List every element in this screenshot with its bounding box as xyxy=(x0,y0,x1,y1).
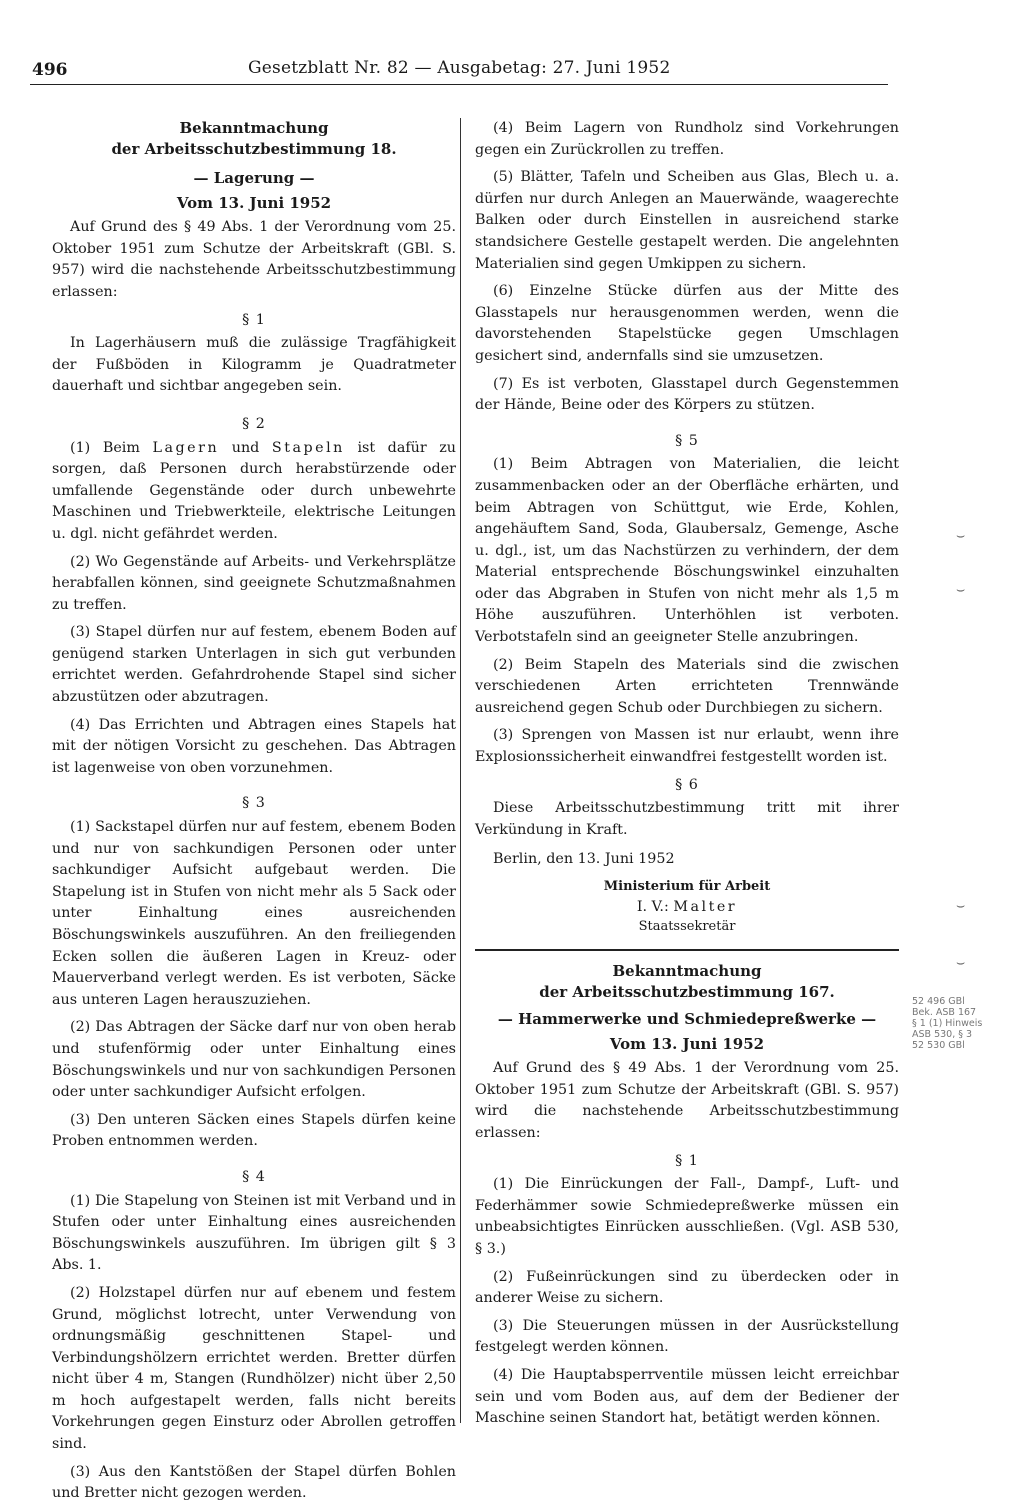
margin-note-line: Bek. ASB 167 xyxy=(912,1007,977,1018)
doc18-s4-p3: (3) Aus den Kantstößen der Stapel dürfen Bohlen und Bretter nicht gezogen werden. xyxy=(52,1463,456,1502)
doc18-title-line2: der Arbeitsschutzbestimmung 18. xyxy=(111,140,397,158)
doc18-s2-p1-c: ist dafür zu sorgen, daß Personen durch herabstürzende oder umfallende Gegenstände oder durch unbewehrte Maschinen und Triebwerkteile, elektrische Leitungen u. dgl. nicht gefährdet werden. xyxy=(52,439,456,542)
doc18-s5-p3: (3) Sprengen von Massen ist nur erlaubt, wenn ihre Explosionssicherheit einwandfrei festgestellt worden ist. xyxy=(475,727,899,766)
doc18-signatory-prefix: I. V.: xyxy=(636,899,674,915)
doc18-title-line1: Bekanntmachung xyxy=(179,119,329,137)
doc18-s2-p1-b: und xyxy=(219,439,272,456)
doc167-s1-p1: (1) Die Einrückungen der Fall-, Dampf-, Luft- und Federhämmer sowie Schmiedepreßwerke müssen ein unbeabsichtigtes Einrücken ausschließen. (Vgl. ASB 530, § 3.) xyxy=(475,1176,899,1257)
doc18-s6-heading: § 6 xyxy=(675,776,699,793)
left-column xyxy=(52,118,456,1511)
doc18-s4-p4: (4) Beim Lagern von Rundholz sind Vorkehrungen gegen ein Zurückrollen zu treffen. xyxy=(475,120,899,158)
doc18-s2-p2: (2) Wo Gegenstände auf Arbeits- und Verkehrsplätze herabfallen können, sind geeignete Schutzmaßnahmen zu treffen. xyxy=(52,553,456,613)
margin-pencil-mark: ⌣ xyxy=(956,582,966,598)
doc167-preamble: Auf Grund des § 49 Abs. 1 der Verordnung vom 25. Oktober 1951 zum Schutze der Arbeitskraft (GBl. S. 957) wird die nachstehende Arbeitsschutzbestimmung erlassen: xyxy=(475,1060,899,1141)
doc18-s3-p3: (3) Den unteren Säcken eines Stapels dürfen keine Proben entnommen werden. xyxy=(52,1111,456,1150)
doc18-s1-heading: § 1 xyxy=(242,311,266,328)
doc167-subtitle: — Hammerwerke und Schmiedepreßwerke — xyxy=(497,1010,877,1028)
doc167-date: Vom 13. Juni 1952 xyxy=(609,1034,765,1053)
doc18-s4-p5: (5) Blätter, Tafeln und Scheiben aus Glas, Blech u. a. dürfen nur durch Anlegen an Mauerwände, waagerechte Balken oder durch Einstellen in ausreichend starke standsichere Gestelle gestapelt werden. Die angelehnten Materialien sind gegen Umkippen zu sichern. xyxy=(475,169,899,272)
margin-pencil-mark: ⌣ xyxy=(956,528,966,544)
doc18-date: Vom 13. Juni 1952 xyxy=(176,193,332,212)
margin-annotation xyxy=(912,996,1012,1051)
doc18-signature-block xyxy=(475,877,899,937)
margin-note-line: 52 530 GBl xyxy=(912,1040,965,1051)
doc18-s5-heading: § 5 xyxy=(675,432,699,449)
doc18-s4-heading: § 4 xyxy=(242,1168,266,1185)
doc18-s4-p6: (6) Einzelne Stücke dürfen aus der Mitte des Glasstapels nur herausgenommen werden, wenn die davorstehenden Stapelstücke gegen Umschlagen gesichert sind, andernfalls sind sie umzusetzen. xyxy=(475,283,899,364)
doc167-title-line2: der Arbeitsschutzbestimmung 167. xyxy=(539,983,835,1001)
doc18-signatory xyxy=(475,897,899,917)
doc18-s4-p2: (2) Holzstapel dürfen nur auf ebenem und festem Grund, möglichst lotrecht, unter Verwendung von ordnungsmäßig geschnittenen Stapel- und Verbindungshölzern errichtet werden. Bretter dürfen nicht über 4 m, Stangen (Rundhölzer) nicht über 2,50 m hoch aufgestapelt werden, falls nicht bereits Vorkehrungen gegen Einsturz oder Abrollen getroffen sind. xyxy=(52,1284,456,1453)
doc18-s2-p1-spaced2: Stapeln xyxy=(271,439,345,456)
doc18-s2-heading: § 2 xyxy=(242,415,266,432)
running-header: Gesetzblatt Nr. 82 — Ausgabetag: 27. Juni 1952 xyxy=(248,58,671,78)
doc18-signatory-role: Staatssekretär xyxy=(638,919,736,934)
doc18-s3-p2: (2) Das Abtragen der Säcke darf nur von oben herab und stufenförmig oder unter Einhaltung eines Böschungswinkels und nur von sachkundigen Personen oder unter sachkundiger Aufsicht erfolgen. xyxy=(52,1019,456,1101)
doc167-s1-heading: § 1 xyxy=(675,1152,699,1169)
doc167-s1-p3: (3) Die Steuerungen müssen in der Ausrückstellung festgelegt werden können. xyxy=(475,1317,899,1356)
doc18-signatory-name: Malter xyxy=(673,899,738,915)
doc18-s2-p1-a: (1) Beim xyxy=(70,439,153,456)
margin-pencil-mark: ⌣ xyxy=(956,898,966,914)
doc18-s2-p3: (3) Stapel dürfen nur auf festem, ebenem Boden auf genügend starken Unterlagen in sich gut verbunden errichtet werden. Gefahrdrohende Stapel sind sicher abzustützen oder abzutragen. xyxy=(52,624,456,706)
margin-pencil-mark: ⌣ xyxy=(956,955,966,971)
doc18-s3-heading: § 3 xyxy=(242,795,266,812)
doc18-ministry: Ministerium für Arbeit xyxy=(603,879,771,894)
margin-note-line: § 1 (1) Hinweis xyxy=(912,1018,983,1029)
margin-note-line: 52 496 GBl xyxy=(912,996,965,1007)
doc18-s5-p2: (2) Beim Stapeln des Materials sind die zwischen verschiedenen Arten errichteten Trennwände ausreichend gegen Schub oder Durchbiegen zu sichern. xyxy=(475,656,899,716)
doc18-place-date: Berlin, den 13. Juni 1952 xyxy=(493,851,675,868)
doc18-s5-p1: (1) Beim Abtragen von Materialien, die leicht zusammenbacken oder an der Oberfläche erhärten, und beim Abtragen von Schüttgut, wie Erde, Kohlen, angehäuftem Sand, Soda, Glaubersalz, Gemenge, Asche u. dgl., ist, um das Nachstürzen zu verhindern, der dem Material entsprechende Böschungswinkel einzuhalten oder das Abgraben in Stufen von nicht mehr als 1,5 m Höhe auszuführen. Unterhöhlen ist verboten. Verbotstafeln sind an geeigneter Stelle anzubringen. xyxy=(475,456,899,646)
doc18-s3-p1: (1) Sackstapel dürfen nur auf festem, ebenem Boden und nur von sachkundigen Personen oder unter sachkundiger Aufsicht aufgebaut werden. Die Stapelung ist in Stufen von nicht mehr als 5 Sack oder unter Einhaltung eines ausreichenden Böschungswinkels auszuführen. An den freiliegenden Ecken sollen die äußeren Lagen in Kreuz- oder Mauerverband verlegt werden. Es ist verboten, Säcke aus unteren Lagen herauszuziehen. xyxy=(52,819,456,1008)
doc167-title-line1: Bekanntmachung xyxy=(612,962,762,980)
column-divider xyxy=(460,118,461,1423)
document-separator-rule xyxy=(475,949,899,951)
doc18-subtitle: — Lagerung — xyxy=(193,169,315,187)
header-rule xyxy=(30,84,888,85)
doc18-s2-p1-spaced1: Lagern xyxy=(152,439,220,456)
doc18-s2-p4: (4) Das Errichten und Abtragen eines Stapels hat mit der nötigen Vorsicht zu geschehen. Das Abtragen ist lagenweise von oben vorzunehmen. xyxy=(52,716,456,776)
doc18-s1-p1: In Lagerhäusern muß die zulässige Tragfähigkeit der Fußböden in Kilogramm je Quadratmeter dauerhaft und sichtbar angegeben sein. xyxy=(52,335,456,395)
right-column xyxy=(475,118,899,1436)
doc167-s1-p2: (2) Fußeinrückungen sind zu überdecken oder in anderer Weise zu sichern. xyxy=(475,1268,899,1307)
doc18-preamble: Auf Grund des § 49 Abs. 1 der Verordnung vom 25. Oktober 1951 zum Schutze der Arbeitskraft (GBl. S. 957) wird die nachstehende Arbeitsschutzbestimmung erlassen: xyxy=(52,219,456,300)
doc18-s6-p1: Diese Arbeitsschutzbestimmung tritt mit ihrer Verkündung in Kraft. xyxy=(475,800,899,838)
doc18-s4-p1: (1) Die Stapelung von Steinen ist mit Verband und in Stufen oder unter Einhaltung eines ausreichenden Böschungswinkels auszuführen. Im übrigen gilt § 3 Abs. 1. xyxy=(52,1192,456,1274)
margin-note-line: ASB 530, § 3 xyxy=(912,1029,973,1040)
doc167-s1-p4: (4) Die Hauptabsperrventile müssen leicht erreichbar sein und vom Boden aus, auf dem der Bediener der Maschine seinen Standort hat, betätigt werden können. xyxy=(475,1366,899,1427)
page-number: 496 xyxy=(32,60,68,80)
doc18-s4-p7: (7) Es ist verboten, Glasstapel durch Gegenstemmen der Hände, Beine oder des Körpers zu stützen. xyxy=(475,375,899,414)
doc18-s2-p1 xyxy=(52,438,456,546)
